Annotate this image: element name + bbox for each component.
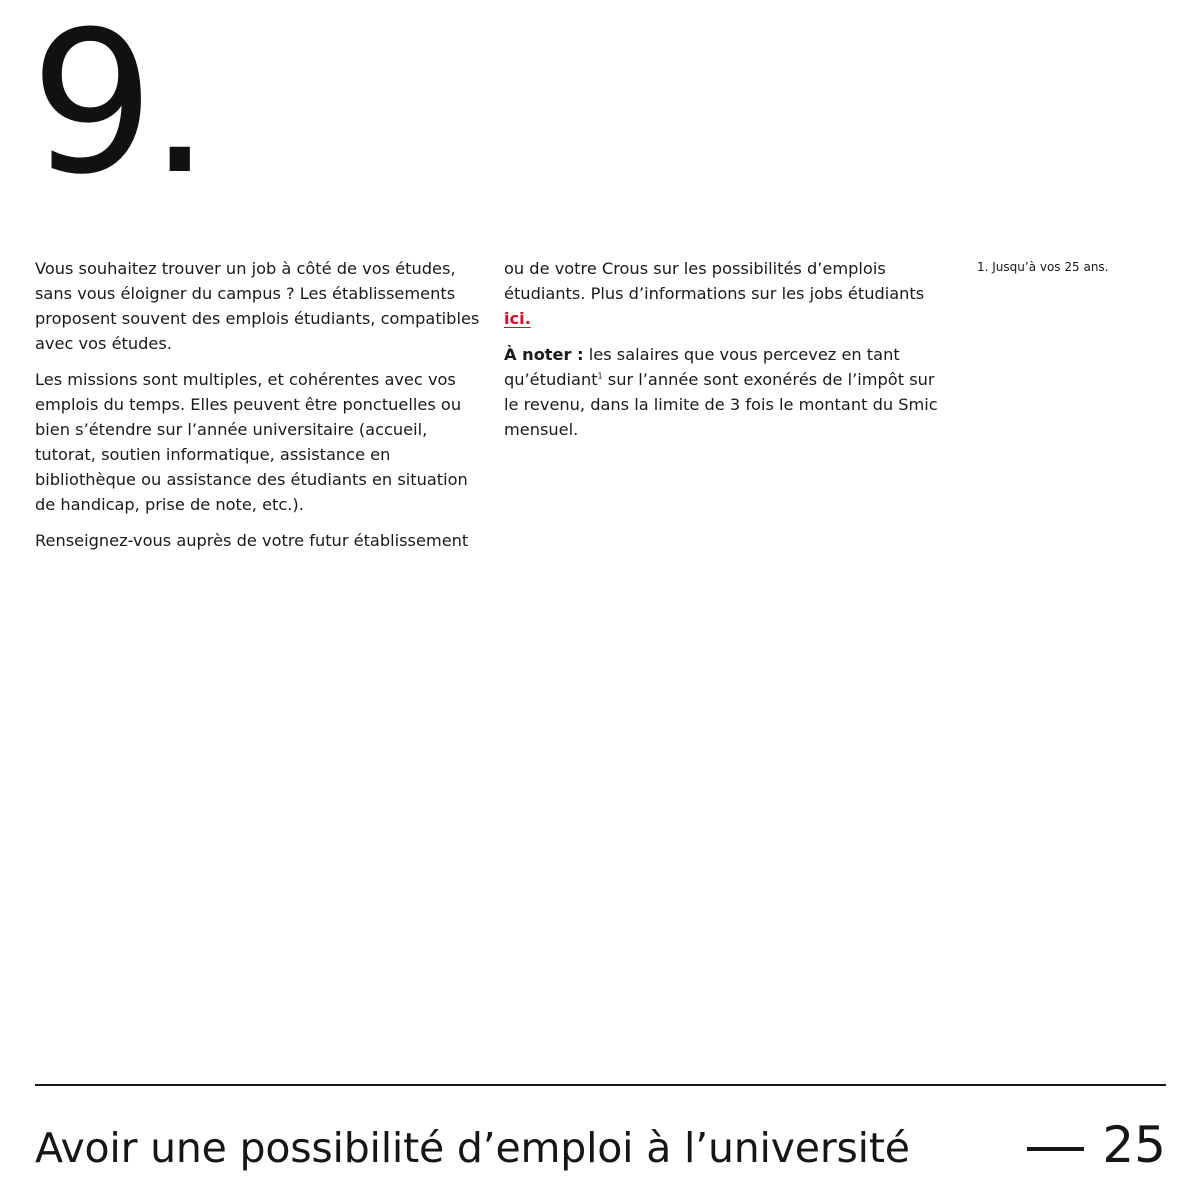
page-number: 25 xyxy=(1102,1116,1166,1174)
footer-divider xyxy=(35,1084,1166,1086)
chapter-number: 9. xyxy=(30,0,206,218)
text-column-1 xyxy=(35,256,490,564)
em-dash-decoration xyxy=(1027,1147,1084,1151)
note-paragraph xyxy=(504,342,949,442)
footnote-ref: 1 xyxy=(597,371,603,381)
note-text-continued: sur l’année sont exonérés de l’impôt sur le revenu, dans la limite de 3 fois le montant du Smic mensuel. xyxy=(504,370,938,439)
paragraph: Vous souhaitez trouver un job à côté de vos études, sans vous éloigner du campus ? Les établissements proposent souvent des emplois étudiants, compatibles avec vos études. xyxy=(35,259,480,353)
note-text: les salaires que vous percevez en tant qu’étudiant xyxy=(504,345,900,389)
footnote: 1. Jusqu’à vos 25 ans. xyxy=(977,260,1109,274)
footer-title: Avoir une possibilité d’emploi à l’université xyxy=(35,1124,910,1172)
footnote-column xyxy=(977,259,1177,275)
jobs-info-link[interactable]: ici. xyxy=(504,309,531,328)
paragraph: Renseignez-vous auprès de votre futur établissement xyxy=(35,531,469,550)
paragraph xyxy=(504,256,949,331)
page-number-block xyxy=(1027,1114,1166,1176)
paragraph: Les missions sont multiples, et cohérentes avec vos emplois du temps. Elles peuvent être ponctuelles ou bien s’étendre sur l’année universitaire (accueil, tutorat, soutien informatique, assistance en bibliothèque ou assistance des étudiants en situation de handicap, prise de note, etc.). xyxy=(35,370,468,514)
text-column-2 xyxy=(504,256,949,453)
note-label: À noter : xyxy=(504,345,584,364)
paragraph-text: ou de votre Crous sur les possibilités d’emplois étudiants. Plus d’informations sur les jobs étudiants xyxy=(504,259,925,303)
